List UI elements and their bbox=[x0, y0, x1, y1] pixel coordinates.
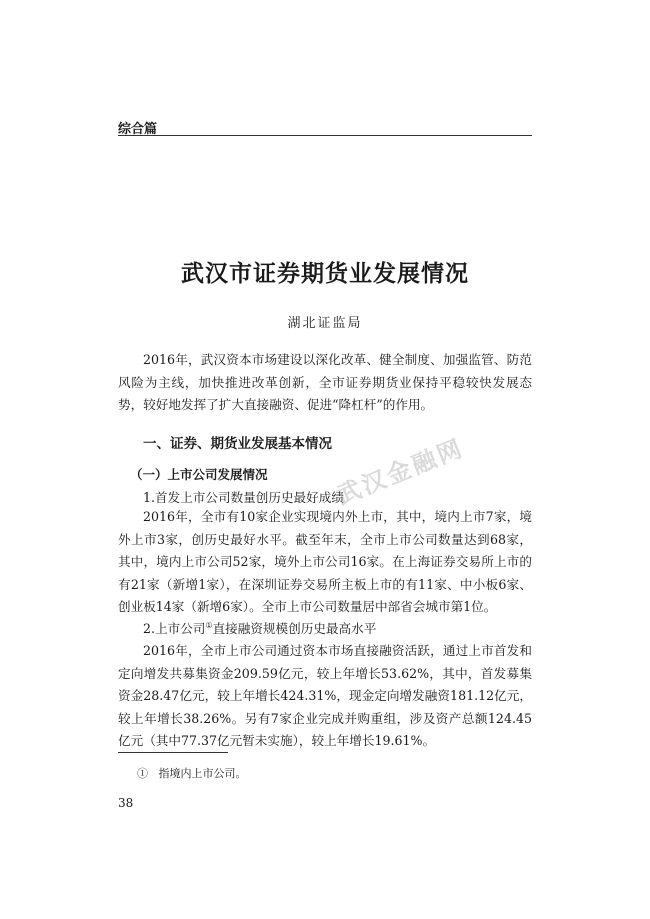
watermark: 武汉金融网 bbox=[332, 433, 469, 511]
page-number: 38 bbox=[118, 796, 134, 810]
item2-heading-b: 直接融资规模创历史最高水平 bbox=[212, 621, 377, 636]
subsection-heading: （一）上市公司发展情况 bbox=[130, 467, 268, 482]
footnote-mark: ① bbox=[137, 767, 148, 780]
article-author: 湖北证监局 bbox=[287, 316, 363, 331]
footnote bbox=[137, 765, 247, 781]
article-title: 武汉市证券期货业发展情况 bbox=[181, 261, 469, 287]
item2-heading-a: 2.上市公司 bbox=[143, 621, 206, 636]
footnote-divider bbox=[118, 752, 228, 753]
intro-paragraph: 2016年，武汉资本市场建设以深化改革、健全制度、加强监管、防范风险为主线，加快推进改革创新，全市证券期货业保持平稳较快发展态势，较好地发挥了扩大直接融资、促进“降杠杆”的作用。 bbox=[118, 352, 532, 412]
header-divider bbox=[118, 135, 532, 136]
section-header: 综合篇 bbox=[118, 122, 158, 137]
item2-paragraph: 2016年，全市上市公司通过资本市场直接融资活跃，通过上市首发和定向增发共募集资金209.59亿元，较上年增长53.62%，其中，首发募集资金28.47亿元，较上年增长424.31%，现金定向增发融资181.12亿元，较上年增长38.26%。另有7家企业完成并购重组，涉及资产总额124.45亿元（其中77.37亿元暂未实施），较上年增长19.61%。 bbox=[118, 643, 532, 748]
item1-heading: 1.首发上市公司数量创历史最好成绩 bbox=[143, 490, 344, 505]
section-heading: 一、证券、期货业发展基本情况 bbox=[143, 436, 332, 452]
footnote-text: 指境内上市公司。 bbox=[158, 767, 247, 780]
item2-heading bbox=[143, 618, 376, 637]
item1-paragraph: 2016年，全市有10家企业实现境内外上市，其中，境内上市7家，境外上市3家，创历史最好水平。截至年末，全市上市公司数量达到68家，其中，境内上市公司52家，境外上市公司16家。在上海证券交易所上市的有21家（新增1家），在深圳证券交易所主板上市的有11家、中小板6家、创业板14家（新增6家）。全市上市公司数量居中部省会城市第1位。 bbox=[118, 509, 532, 614]
footnote-ref: ① bbox=[205, 620, 213, 630]
